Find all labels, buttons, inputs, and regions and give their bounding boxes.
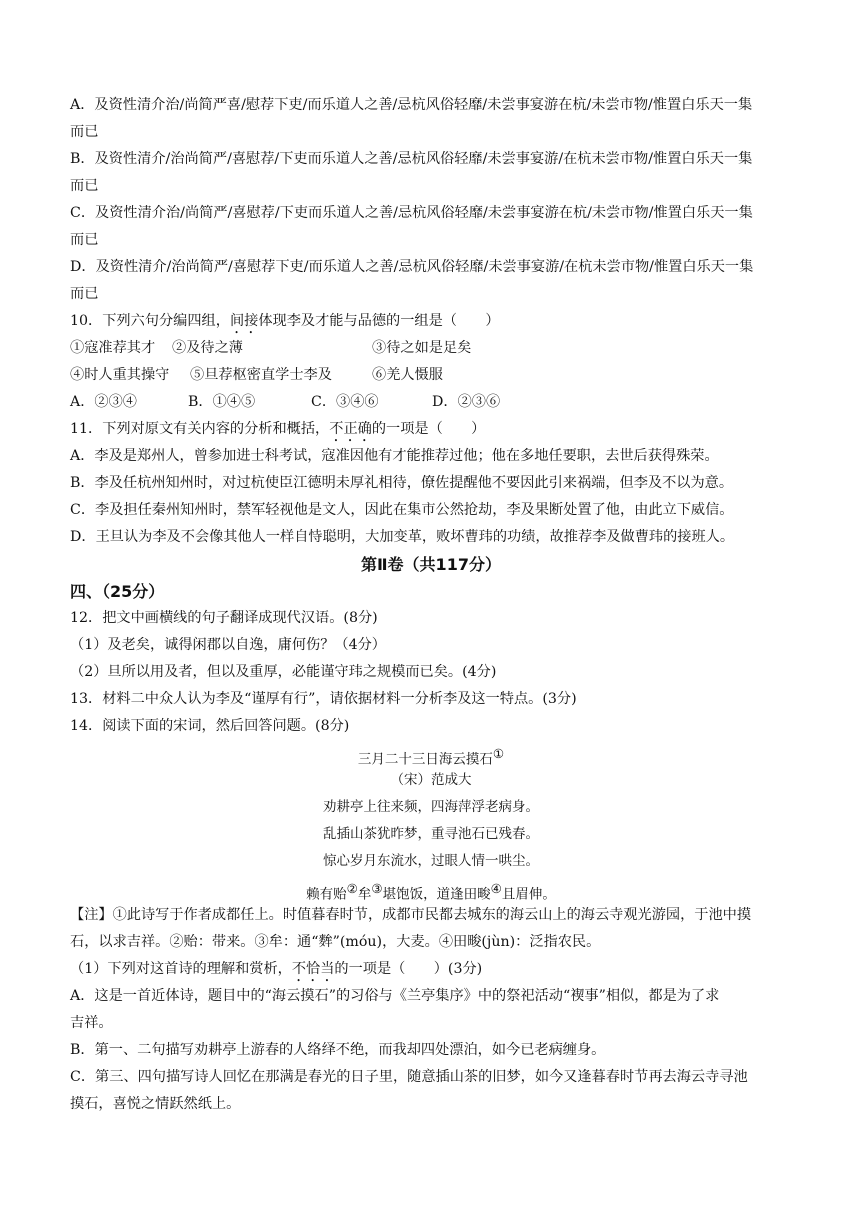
poem-title-text: 三月二十三日海云摸石: [357, 751, 493, 768]
page-content: [70, 92, 792, 1118]
q13-stem: 13．材料二中众人认为李及“谨厚有行”，请依据材料一分析李及这一特点。(3分): [70, 691, 577, 707]
poem-footnote-2: ②: [346, 881, 358, 896]
q10-item-2: ②及待之薄: [172, 340, 243, 356]
poem-line-2: 乱插山茶犹昨梦，重寻池石已残春。: [323, 826, 539, 842]
q14-option-b: [70, 1037, 792, 1064]
poem-title: [70, 740, 792, 767]
q9-option-b-line1: B．及资性清介/治尚简严/喜慰荐/下吏而乐道人之善/忌杭风俗轻靡/未尝事宴游/在杭未尝市物/惟置白乐天一集: [70, 151, 753, 167]
q9-option-d-line1: D．及资性清介/治尚简严/喜慰荐下吏/而乐道人之善/忌杭风俗轻靡/未尝事宴游/在杭未尝市物/惟置白乐天一集: [70, 259, 754, 275]
q10-item-4: ④时人重其操守: [70, 367, 170, 383]
q10-items-row1: [70, 335, 792, 362]
q14-sub1-stem: [70, 956, 792, 983]
poem-line-4-a: 赖有贻: [306, 886, 347, 903]
poem-footnote-3: ③: [371, 881, 383, 896]
q9-option-a-line1: A．及资性清介治/尚简严喜/慰荐下吏/而乐道人之善/忌杭风俗轻靡/未尝事宴游在杭/未尝市物/惟置白乐天一集: [70, 97, 753, 113]
poem-line-3: 惊心岁月东流水，过眼人情一哄尘。: [323, 853, 539, 869]
q11-option-c: C．李及担任秦州知州时，禁军轻视他是文人，因此在集市公然抢劫，李及果断处置了他，由此立下威信。: [70, 502, 734, 518]
q10-item-1: ①寇准荐其才: [70, 340, 156, 356]
q11-stem: [70, 416, 792, 443]
q14-option-c-line1: C．第三、四句描写诗人回忆在那满是春光的日子里，随意插山茶的旧梦，如今又逢暮春时节再去海云寺寻池: [70, 1069, 748, 1085]
q10-options: [70, 389, 792, 416]
q10-item-6: ⑥羌人慑服: [372, 367, 443, 383]
q9-option-d-line2: 而已: [70, 286, 99, 302]
q14-sub1-part2: 的一项是（ ）(3分): [334, 961, 483, 977]
poem-title-footnote: ①: [492, 746, 505, 761]
q14-option-c: [70, 1064, 792, 1118]
poem-line-4-b: 牟: [357, 886, 372, 903]
q14-option-a: [70, 983, 792, 1037]
q14-sub1-emphasis: 不恰当: [291, 961, 335, 977]
q11-stem-part1: 11．下列对原文有关内容的分析和概括，: [70, 421, 330, 437]
q10-option-b: B．①④⑤: [188, 394, 256, 410]
q9-option-b: [70, 146, 792, 200]
q14-sub1-part1: （1）下列对这首诗的理解和赏析，: [70, 961, 292, 977]
q11-stem-part2: 的一项是（ ）: [371, 421, 486, 437]
poem-footnote-4: ④: [490, 881, 502, 896]
q11-option-d: D．王旦认为李及不会像其他人一样自恃聪明，大加变革，败坏曹玮的功绩，故推荐李及做曹玮的接班人。: [70, 529, 735, 545]
q10-stem: [70, 308, 792, 335]
q9-option-c-line1: C．及资性清介治/尚简严/喜慰荐/下吏而乐道人之善/忌杭风俗轻靡/未尝事宴游在杭/未尝市物/惟置白乐天一集: [70, 205, 753, 221]
q9-option-a: [70, 92, 792, 146]
q10-stem-part1: 10．下列六句分编四组，: [70, 313, 230, 329]
poem-line-4-c: 堪饱饭，道逢田畯: [382, 886, 491, 903]
q9-option-c: [70, 200, 792, 254]
part2-title: 第Ⅱ卷（共117分）: [361, 555, 501, 574]
q10-option-a: A．②③④: [70, 394, 137, 410]
q10-stem-part2: 体现李及才能与品德的一组是（ ）: [258, 313, 500, 329]
q10-item-5: ⑤旦荐枢密直学士李及: [190, 367, 332, 383]
q10-items-row2: [70, 362, 792, 389]
q9-option-d: [70, 254, 792, 308]
q10-option-c: C．③④⑥: [311, 394, 379, 410]
q11-stem-emphasis: 不正确: [329, 421, 372, 437]
q12-sub1: （1）及老矣，诚得闲郡以自逸，庸何伤？（4分）: [70, 637, 386, 653]
q9-option-c-line2: 而已: [70, 232, 99, 248]
poem-author: （宋）范成大: [390, 772, 472, 788]
poem-line-1: 劝耕亭上往来频，四海萍浮老病身。: [323, 799, 539, 815]
q10-item-3: ③待之如是足矣: [372, 340, 472, 356]
q10-stem-emphasis: 间接: [229, 313, 259, 329]
q10-option-d: D．②③⑥: [432, 394, 501, 410]
q14-option-c-line2: 摸石，喜悦之情跃然纸上。: [70, 1096, 241, 1112]
poem-line-4-d: 且眉伸。: [501, 886, 556, 903]
q14-stem: 14．阅读下面的宋词，然后回答问题。(8分): [70, 718, 350, 734]
q12-sub2: （2）旦所以用及者，但以及重厚，必能谨守玮之规模而已矣。(4分): [70, 664, 497, 680]
q14-note-line1: 【注】①此诗写于作者成都任上。时值暮春时节，成都市民都去城东的海云山上的海云寺观光游园，于池中摸: [70, 907, 752, 923]
q11-option-b: B．李及任杭州知州时，对过杭使臣江德明未厚礼相待，僚佐提醒他不要因此引来祸端，但李及不以为意。: [70, 475, 734, 491]
section4-title: 四、（25分）: [70, 582, 165, 601]
q14-option-a-line1: A．这是一首近体诗，题目中的“海云摸石”的习俗与《兰亭集序》中的祭祀活动“褉事”相似，都是为了求: [70, 988, 720, 1004]
q14-note-line2: 石，以求吉祥。②贻：带来。③牟：通“麰”(móu)，大麦。④田畯(jùn)：泛指农民。: [70, 934, 601, 950]
q9-option-b-line2: 而已: [70, 178, 99, 194]
q14-option-b-line1: B．第一、二句描写劝耕亭上游春的人络绎不绝，而我却四处漂泊，如今已老病缠身。: [70, 1042, 606, 1058]
poem-line-4: [70, 875, 792, 902]
q11-option-a: A．李及是郑州人，曾参加进士科考试，寇准因他有才能推荐过他；他在多地任要职，去世后获得殊荣。: [70, 448, 719, 464]
q9-option-a-line2: 而已: [70, 124, 99, 140]
q14-option-a-line2: 吉祥。: [70, 1015, 113, 1031]
q12-stem: 12．把文中画横线的句子翻译成现代汉语。(8分): [70, 610, 378, 626]
